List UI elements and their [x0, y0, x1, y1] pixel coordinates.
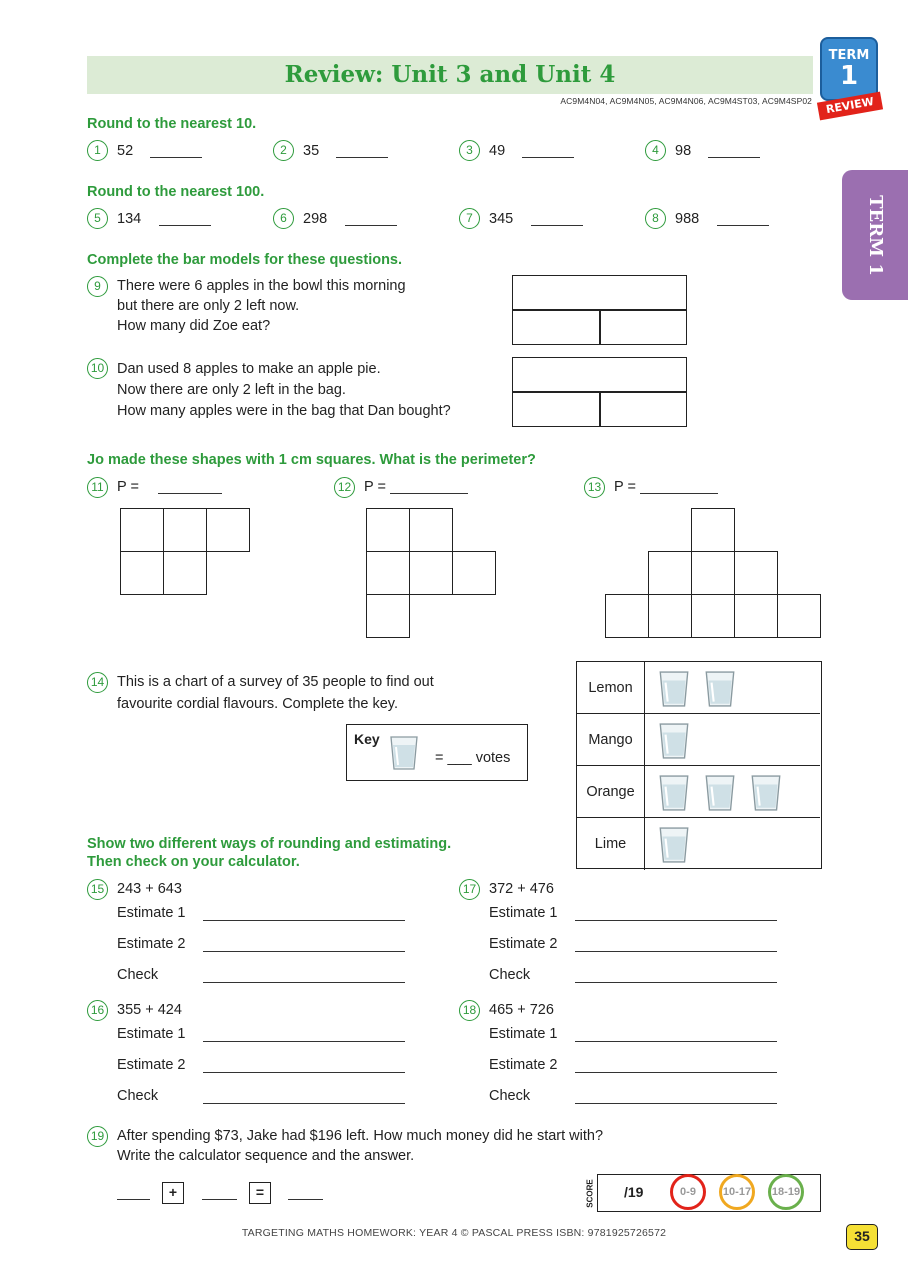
- answer-line[interactable]: [575, 982, 777, 983]
- pictograph-table: [576, 661, 822, 869]
- unit-square: [163, 508, 207, 552]
- term-badge-label: TERM: [828, 48, 870, 63]
- answer-line[interactable]: [158, 493, 222, 494]
- answer-line[interactable]: [203, 920, 405, 921]
- unit-square: [691, 508, 735, 552]
- score-band: 0-9: [670, 1174, 706, 1210]
- unit-square: [120, 551, 164, 595]
- answer-line[interactable]: [117, 1199, 150, 1200]
- question-number: 4: [645, 140, 666, 161]
- pictograph-row: [577, 662, 820, 714]
- question-text: Write the calculator sequence and the answer.: [117, 1148, 415, 1164]
- unit-square: [734, 594, 778, 638]
- round-value: 52: [117, 143, 134, 159]
- shape-11: [120, 508, 252, 596]
- term-badge-number: 1: [839, 61, 859, 91]
- answer-line[interactable]: [531, 225, 583, 226]
- plus-key: +: [162, 1182, 184, 1204]
- pictograph-row-label: Lime: [577, 818, 645, 870]
- unit-square: [648, 551, 692, 595]
- row-label: Estimate 2: [489, 1057, 558, 1073]
- page-title: Review: Unit 3 and Unit 4: [284, 61, 616, 88]
- unit-square: [163, 551, 207, 595]
- row-label: Estimate 2: [117, 1057, 186, 1073]
- unit-square: [605, 594, 649, 638]
- sum-text: 243 + 643: [117, 881, 182, 897]
- question-number: 18: [459, 1000, 480, 1021]
- pictograph-row-label: Orange: [577, 766, 645, 817]
- round-value: 49: [489, 143, 506, 159]
- bar-model-whole[interactable]: [512, 357, 687, 393]
- unit-square: [691, 594, 735, 638]
- glass-icon: [657, 826, 691, 864]
- score-band: 18-19: [768, 1174, 804, 1210]
- equals-key: =: [249, 1182, 271, 1204]
- term-badge: [820, 37, 878, 101]
- pictograph-row: [577, 766, 820, 818]
- glass-icon: [749, 774, 783, 812]
- glass-icon: [657, 774, 691, 812]
- pictograph-row-label: Mango: [577, 714, 645, 765]
- curriculum-codes: AC9M4N04, AC9M4N05, AC9M4N06, AC9M4ST03, AC9M4SP02: [560, 96, 812, 106]
- question-number: 19: [87, 1126, 108, 1147]
- row-label: Check: [117, 1088, 159, 1104]
- side-tab-label: TERM 1: [864, 194, 886, 276]
- heading-perimeter: Jo made these shapes with 1 cm squares. What is the perimeter?: [87, 452, 536, 468]
- answer-line[interactable]: [159, 225, 211, 226]
- bar-model-part[interactable]: [512, 391, 601, 427]
- answer-line[interactable]: [575, 1072, 777, 1073]
- question-text: favourite cordial flavours. Complete the key.: [117, 696, 399, 712]
- question-number: 1: [87, 140, 108, 161]
- question-number: 10: [87, 358, 108, 379]
- glass-icon: [703, 774, 737, 812]
- question-number: 12: [334, 477, 355, 498]
- question-number: 2: [273, 140, 294, 161]
- question-number: 17: [459, 879, 480, 900]
- key-box: [346, 724, 528, 781]
- glass-icon: [657, 670, 691, 708]
- question-number: 5: [87, 208, 108, 229]
- glass-icon: [703, 670, 737, 708]
- unit-square: [366, 508, 410, 552]
- question-number: 15: [87, 879, 108, 900]
- question-text: How many apples were in the bag that Dan bought?: [117, 403, 451, 419]
- unit-square: [777, 594, 821, 638]
- unit-square: [409, 508, 453, 552]
- unit-square: [409, 551, 453, 595]
- unit-square: [366, 551, 410, 595]
- answer-line[interactable]: [150, 157, 202, 158]
- bar-model-part[interactable]: [599, 309, 687, 345]
- heading-round-100: Round to the nearest 100.: [87, 184, 265, 200]
- unit-square: [734, 551, 778, 595]
- answer-line[interactable]: [203, 982, 405, 983]
- shape-13: [605, 508, 823, 640]
- sum-text: 465 + 726: [489, 1002, 554, 1018]
- round-value: 134: [117, 211, 142, 227]
- question-number: 9: [87, 276, 108, 297]
- answer-line[interactable]: [345, 225, 397, 226]
- question-text: Dan used 8 apples to make an apple pie.: [117, 361, 381, 377]
- heading-round-10: Round to the nearest 10.: [87, 116, 257, 132]
- question-number: 8: [645, 208, 666, 229]
- row-label: Estimate 2: [117, 936, 186, 952]
- round-value: 98: [675, 143, 692, 159]
- key-label: Key: [354, 731, 380, 747]
- pictograph-row: [577, 714, 820, 766]
- row-label: Estimate 1: [489, 905, 558, 921]
- unit-square: [120, 508, 164, 552]
- heading-estimate-2: Then check on your calculator.: [87, 854, 300, 870]
- answer-line[interactable]: [522, 157, 574, 158]
- unit-square: [691, 551, 735, 595]
- question-number: 3: [459, 140, 480, 161]
- answer-line[interactable]: [575, 920, 777, 921]
- answer-line[interactable]: [717, 225, 769, 226]
- round-value: 988: [675, 211, 700, 227]
- answer-line[interactable]: [708, 157, 760, 158]
- heading-estimate: Show two different ways of rounding and estimating.: [87, 836, 452, 852]
- answer-line[interactable]: [575, 951, 777, 952]
- answer-line[interactable]: [640, 493, 718, 494]
- pictograph-row: [577, 818, 820, 870]
- row-label: Estimate 1: [117, 1026, 186, 1042]
- question-number: 16: [87, 1000, 108, 1021]
- score-label: SCORE: [585, 1179, 595, 1208]
- question-text: There were 6 apples in the bowl this morning: [117, 278, 406, 294]
- row-label: Check: [117, 967, 159, 983]
- question-text: How many did Zoe eat?: [117, 318, 271, 334]
- question-number: 14: [87, 672, 108, 693]
- row-label: Estimate 2: [489, 936, 558, 952]
- question-text: This is a chart of a survey of 35 people to find out: [117, 674, 434, 690]
- answer-line[interactable]: [203, 1072, 405, 1073]
- score-band: 10-17: [719, 1174, 755, 1210]
- answer-line[interactable]: [203, 1103, 405, 1104]
- key-equals: = ___ votes: [435, 750, 511, 766]
- question-text: After spending $73, Jake had $196 left. How much money did he start with?: [117, 1128, 604, 1144]
- answer-line[interactable]: [203, 1041, 405, 1042]
- answer-line[interactable]: [288, 1199, 323, 1200]
- page-number: 35: [846, 1224, 878, 1250]
- row-label: Estimate 1: [117, 905, 186, 921]
- question-number: 13: [584, 477, 605, 498]
- perimeter-label: P =: [364, 479, 386, 495]
- unit-square: [452, 551, 496, 595]
- round-value: 35: [303, 143, 320, 159]
- row-label: Check: [489, 1088, 531, 1104]
- row-label: Estimate 1: [489, 1026, 558, 1042]
- question-number: 6: [273, 208, 294, 229]
- shape-12: [366, 508, 498, 640]
- unit-square: [366, 594, 410, 638]
- answer-line[interactable]: [390, 493, 468, 494]
- sum-text: 355 + 424: [117, 1002, 182, 1018]
- glass-icon: [389, 735, 419, 771]
- question-text: Now there are only 2 left in the bag.: [117, 382, 346, 398]
- row-label: Check: [489, 967, 531, 983]
- round-value: 298: [303, 211, 328, 227]
- score-total: /19: [624, 1184, 644, 1200]
- bar-model-whole[interactable]: [512, 275, 687, 311]
- answer-line[interactable]: [336, 157, 388, 158]
- question-text: but there are only 2 left now.: [117, 298, 300, 314]
- perimeter-label: P =: [614, 479, 636, 495]
- glass-icon: [657, 722, 691, 760]
- review-tag: REVIEW: [817, 92, 883, 121]
- bar-model-part[interactable]: [512, 309, 601, 345]
- answer-line[interactable]: [202, 1199, 237, 1200]
- perimeter-label: P =: [117, 479, 139, 495]
- question-number: 7: [459, 208, 480, 229]
- answer-line[interactable]: [203, 951, 405, 952]
- answer-line[interactable]: [575, 1041, 777, 1042]
- answer-line[interactable]: [575, 1103, 777, 1104]
- footer-text: TARGETING MATHS HOMEWORK: YEAR 4 © PASCAL PRESS ISBN: 9781925726572: [241, 1227, 667, 1239]
- unit-square: [648, 594, 692, 638]
- bar-model-part[interactable]: [599, 391, 687, 427]
- heading-bar-models: Complete the bar models for these questions.: [87, 252, 403, 268]
- round-value: 345: [489, 211, 514, 227]
- question-number: 11: [87, 477, 108, 498]
- unit-square: [206, 508, 250, 552]
- score-box: [585, 1174, 821, 1212]
- sum-text: 372 + 476: [489, 881, 554, 897]
- pictograph-row-label: Lemon: [577, 662, 645, 713]
